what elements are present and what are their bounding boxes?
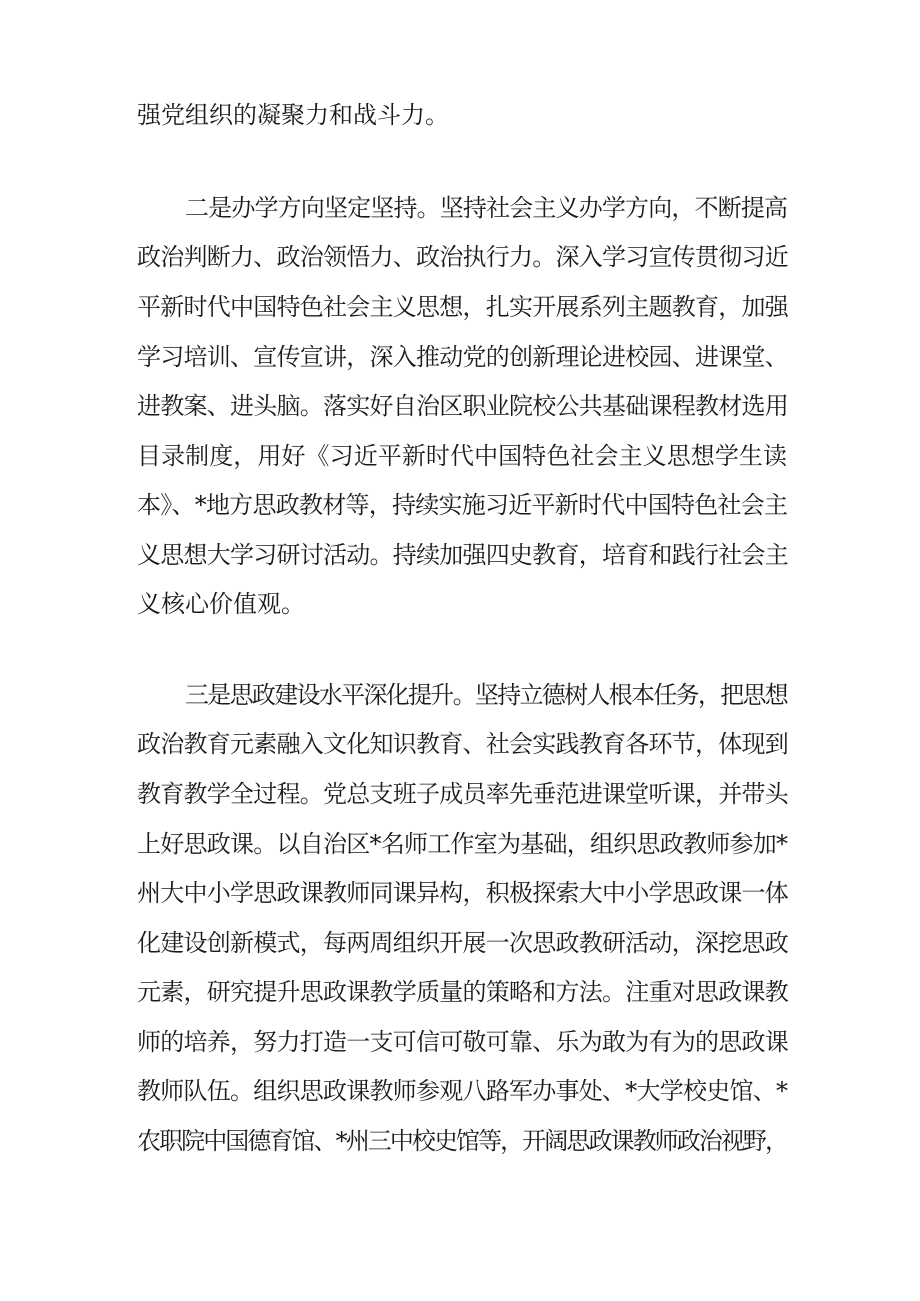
paragraph-two-line: 学习培训、宣传宣讲，深入推动党的创新理论进校园、进课堂、 xyxy=(137,343,788,371)
paragraph-three-line: 州大中小学思政课教师同课异构，积极探索大中小学思政课一体 xyxy=(137,879,788,907)
paragraph-three-line: 师的培养，努力打造一支可信可敬可靠、乐为敢为有为的思政课 xyxy=(137,1028,788,1056)
paragraph-three-line: 三是思政建设水平深化提升。坚持立德树人根本任务，把思想 xyxy=(185,681,787,709)
paragraph-two-line: 义核心价值观。 xyxy=(137,590,305,618)
paragraph-two-line: 二是办学方向坚定坚持。坚持社会主义办学方向，不断提高 xyxy=(185,194,787,222)
paragraph-three-line: 教师队伍。组织思政课教师参观八路军办事处、*大学校史馆、* xyxy=(137,1077,788,1105)
paragraph-fragment-line: 强党组织的凝聚力和战斗力。 xyxy=(137,101,449,129)
paragraph-three-line: 教育教学全过程。党总支班子成员率先垂范进课堂听课，并带头 xyxy=(137,780,788,808)
paragraph-two-line: 义思想大学习研讨活动。持续加强四史教育，培育和践行社会主 xyxy=(137,541,788,569)
paragraph-two-line: 平新时代中国特色社会主义思想，扎实开展系列主题教育，加强 xyxy=(137,293,788,321)
paragraph-two-line: 目录制度，用好《习近平新时代中国特色社会主义思想学生读 xyxy=(137,442,787,470)
paragraph-three-line: 政治教育元素融入文化知识教育、社会实践教育各环节，体现到 xyxy=(137,730,788,758)
paragraph-two-line: 本》、*地方思政教材等，持续实施习近平新时代中国特色社会主 xyxy=(137,491,788,519)
paragraph-three-line: 化建设创新模式，每两周组织开展一次思政教研活动，深挖思政 xyxy=(137,929,788,957)
paragraph-three-line: 上好思政课。以自治区*名师工作室为基础，组织思政教师参加* xyxy=(137,830,788,858)
paragraph-three-line: 元素，研究提升思政课教学质量的策略和方法。注重对思政课教 xyxy=(137,978,788,1006)
paragraph-two-line: 进教案、进头脑。落实好自治区职业院校公共基础课程教材选用 xyxy=(137,392,788,420)
paragraph-two-line: 政治判断力、政治领悟力、政治执行力。深入学习宣传贯彻习近 xyxy=(137,243,788,271)
paragraph-three-line: 农职院中国德育馆、*州三中校史馆等，开阔思政课教师政治视野， xyxy=(137,1127,787,1155)
